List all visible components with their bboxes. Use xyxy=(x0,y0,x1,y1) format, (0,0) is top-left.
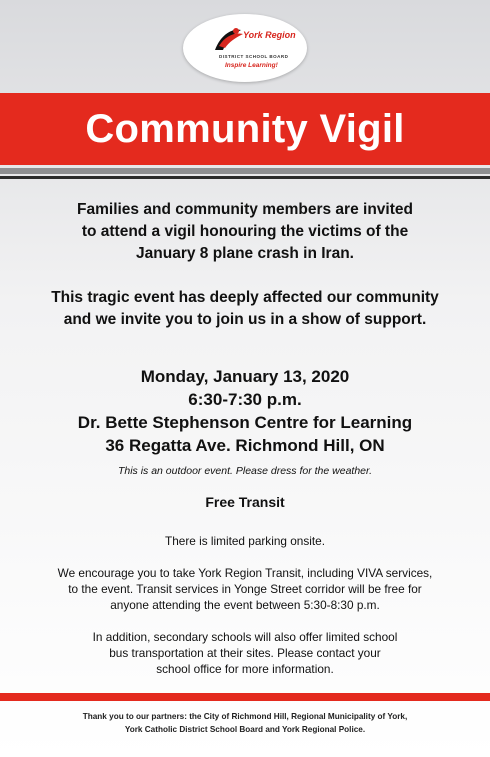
event-address: 36 Regatta Ave. Richmond Hill, ON xyxy=(105,436,385,455)
bus-line: school office for more information. xyxy=(156,662,334,676)
footer-line: York Catholic District School Board and York Regional Police. xyxy=(124,725,366,734)
event-venue: Dr. Bette Stephenson Centre for Learning xyxy=(77,413,413,432)
intro-line: Families and community members are invited xyxy=(77,201,413,218)
york-region-swoosh-icon xyxy=(211,24,245,54)
transit-section xyxy=(0,533,490,693)
event-date: Monday, January 13, 2020 xyxy=(140,367,350,386)
divider-gray xyxy=(0,168,490,174)
divider-dark xyxy=(0,176,490,179)
intro-line: January 8 plane crash in Iran. xyxy=(136,245,354,262)
logo-tagline: Inspire Learning! xyxy=(225,62,278,69)
bus-line: In addition, secondary schools will also offer limited school xyxy=(92,630,398,644)
transit-paragraph xyxy=(0,565,490,613)
intro-section xyxy=(0,199,490,353)
title-banner xyxy=(0,93,490,165)
invitation-paragraph xyxy=(0,199,490,265)
logo-board-text: DISTRICT SCHOOL BOARD xyxy=(219,54,289,59)
weather-note: This is an outdoor event. Please dress for the weather. xyxy=(117,465,373,477)
transit-line: anyone attending the event between 5:30-8:30 p.m. xyxy=(110,598,380,612)
school-board-logo xyxy=(183,14,307,82)
intro-line: and we invite you to join us in a show of support. xyxy=(63,311,427,328)
footer-divider xyxy=(0,693,490,701)
transit-line: to the event. Transit services in Yonge Street corridor will be free for xyxy=(68,582,422,596)
page-title: Community Vigil xyxy=(85,106,405,151)
event-time: 6:30-7:30 p.m. xyxy=(188,390,302,409)
transit-heading: Free Transit xyxy=(205,494,285,510)
footer-line: Thank you to our partners: the City of Richmond Hill, Regional Municipality of York, xyxy=(82,712,408,721)
intro-line: This tragic event has deeply affected our community xyxy=(51,289,439,306)
bus-line: bus transportation at their sites. Please contact your xyxy=(109,646,381,660)
event-details xyxy=(0,365,490,457)
intro-line: to attend a vigil honouring the victims of the xyxy=(81,223,409,240)
logo-york-text: York Region xyxy=(243,30,296,40)
transit-line: We encourage you to take York Region Transit, including VIVA services, xyxy=(57,566,433,580)
parking-note: There is limited parking onsite. xyxy=(165,534,325,548)
bus-paragraph xyxy=(0,629,490,677)
support-paragraph xyxy=(0,287,490,331)
partners-footer xyxy=(0,710,490,736)
